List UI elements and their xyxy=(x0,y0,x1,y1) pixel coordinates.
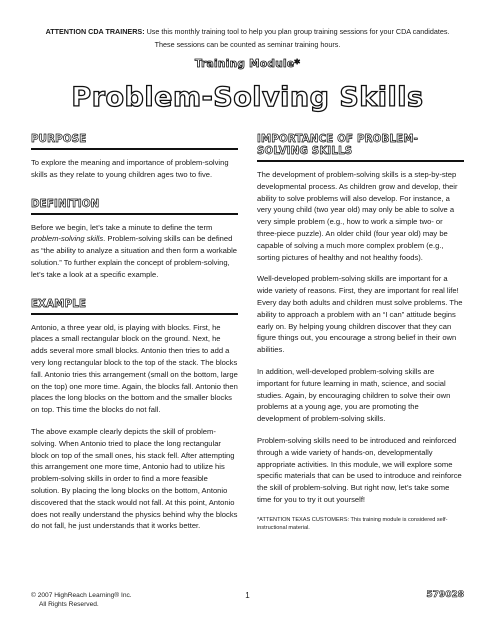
importance-paragraph-4: Problem-solving skills need to be introduced and reinforced through a wide variety of hands-on, developmentally appropriate activities. In this module, we will explore some specific materials that can be used to introduce and reinforce the skill of problem-solving. But right now, let’s take some time for you to try it out yourself! xyxy=(257,435,462,504)
definition-heading: DEFINITION xyxy=(31,199,238,215)
item-number: 579028 xyxy=(426,590,464,600)
module-label: Training Module* xyxy=(194,58,301,70)
trainer-notice xyxy=(38,26,457,51)
importance-paragraph-1: The development of problem-solving skills is a step-by-step developmental process. As children grow and develop, their ability to solve problems will also develop. For instance, a very young child (two year old) may only be able to solve a very simple problem (e.g., how to work a simple two- or three-piece puzzle). An older child (four year old) may be capable of solving a much more complex problem (e.g., sorting pictures of healthy and not healthy foods). xyxy=(257,170,458,262)
importance-heading: IMPORTANCE OF PROBLEM-SOLVING SKILLS xyxy=(257,134,464,162)
trainer-notice-text: Use this monthly training tool to help you plan group training sessions for your CDA candidates. These sessions can be counted as seminar training hours. xyxy=(144,27,450,49)
copyright-line-1: © 2007 HighReach Learning® Inc. xyxy=(31,592,132,599)
importance-paragraph-3: In addition, well-developed problem-solving skills are important for future learning in math, science, and social studies. Again, by encouraging children to solve their own problems at a young age, you are promoting the development of problem-solving skills. xyxy=(257,366,451,424)
texas-footnote: *ATTENTION TEXAS CUSTOMERS: This training module is considered self-instructional material. xyxy=(257,516,448,532)
example-heading: EXAMPLE xyxy=(31,299,238,315)
trainer-notice-lead: ATTENTION CDA TRAINERS: xyxy=(45,27,145,36)
definition-text-part1: Before we begin, let’s take a minute to define the term xyxy=(31,222,213,232)
definition-text xyxy=(31,222,238,281)
definition-term: problem-solving skills xyxy=(31,234,104,244)
left-column xyxy=(31,134,238,542)
page-number: 1 xyxy=(245,591,250,600)
purpose-heading: PURPOSE xyxy=(31,134,238,150)
page-title: Problem-Solving Skills xyxy=(71,82,424,113)
definition-text-part2: . Problem-solving skills can be defined as “the ability to analyze a situation and then form a workable solution.” To further explain the concept of problem-solving, let’s take a look at a specific example. xyxy=(31,234,237,279)
importance-paragraph-2: Well-developed problem-solving skills are important for a wide variety of reasons. First, they are important for real life! Every day both adults and children must solve problems. The ability to approach a problem with an “I can” attitude begins early on. By helping young children discover that they can figure things out, you encourage a strong belief in their own abilities. xyxy=(257,274,463,355)
right-column xyxy=(257,134,464,533)
purpose-text: To explore the meaning and importance of problem-solving skills as they relate to young children ages two to five. xyxy=(31,158,229,179)
copyright-line-2: All Rights Reserved. xyxy=(39,601,99,608)
example-paragraph-2: The above example clearly depicts the skill of problem-solving. When Antonio tried to place the long rectangular block on top of the small ones, his stack fell. After attempting this arrangement one more time, Antonio had to utilize his problem-solving skills in order to find a more feasible solution. By placing the long blocks on the bottom, Antonio discovered that the stack would not fall. At this point, Antonio does not really understand the physics behind why the blocks do not fall, he just understands that it works better. xyxy=(31,426,238,531)
example-paragraph-1: Antonio, a three year old, is playing with blocks. First, he places a small rectangular block on the ground. Next, he adds several more small blocks. Antonio then tries to add a very long rectangular block to the top of the stack. The blocks fall. Antonio tries this arrangement (small on the bottom, large on the top) one more time. Again, the blocks fall. Antonio then places the long blocks on the bottom and the smaller blocks on top. This time the blocks do not fall. xyxy=(31,322,238,415)
